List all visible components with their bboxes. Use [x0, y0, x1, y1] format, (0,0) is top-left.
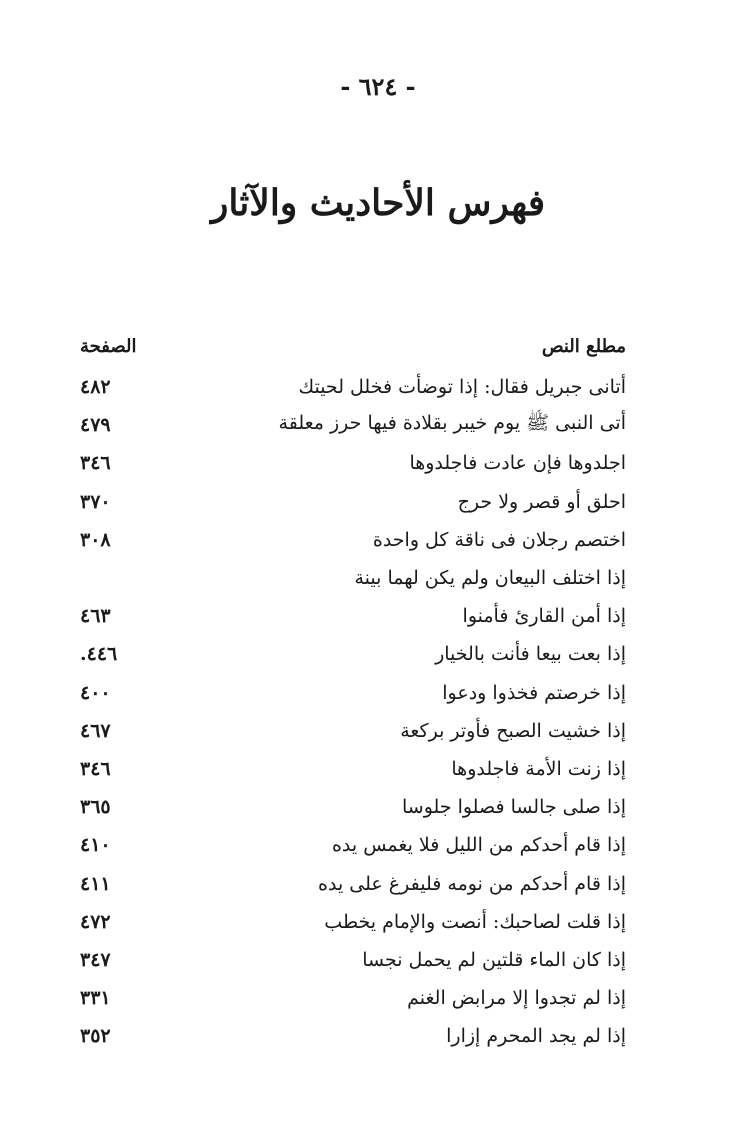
- entry-page: ٣٤٧: [80, 948, 111, 971]
- list-item: [80, 483, 626, 521]
- list-item: [80, 712, 626, 750]
- list-item: [80, 368, 626, 406]
- entry-text: اختصم رجلان فى ناقة كل واحدة: [372, 528, 626, 551]
- entry-page: ٤٧٩: [80, 414, 111, 437]
- entry-page: ٣٤٦: [80, 452, 111, 475]
- list-item: [80, 864, 626, 902]
- entry-text: إذا زنت الأمة فاجلدوها: [451, 757, 626, 780]
- text-column-header: مطلع النص: [541, 335, 626, 357]
- entry-page: ٤١٠: [80, 834, 111, 857]
- entry-page: ٣٣١: [80, 987, 111, 1010]
- entry-page: ٤٨٢: [80, 376, 111, 399]
- list-item: [80, 444, 626, 482]
- entry-text: إذا صلى جالسا فصلوا جلوسا: [401, 796, 626, 819]
- page-title: فهرس الأحاديث والآثار: [210, 182, 546, 224]
- entry-page: ٤٧٢: [80, 910, 111, 933]
- entry-page: ٣٠٨: [80, 528, 111, 551]
- entry-text: اجلدوها فإن عادت فاجلدوها: [409, 452, 626, 475]
- entry-page: ٣٤٦: [80, 757, 111, 780]
- column-header-row: [80, 326, 626, 366]
- entry-text: إذا لم يجد المحرم إزارا: [446, 1025, 626, 1048]
- list-item: [80, 941, 626, 979]
- entry-page: ٤٦٣: [80, 605, 111, 628]
- list-item: [80, 635, 626, 673]
- list-item: [80, 788, 626, 826]
- page-column-header: الصفحة: [80, 335, 137, 357]
- entry-page: ٣٧٠: [80, 490, 111, 513]
- entry-text: إذا اختلف البيعان ولم يكن لهما بينة: [354, 567, 626, 590]
- list-item: [80, 903, 626, 941]
- page-number: - ٦٢٤ -: [340, 72, 416, 101]
- list-item: [80, 750, 626, 788]
- entry-text: إذا قام أحدكم من الليل فلا يغمس يده: [331, 834, 626, 857]
- entry-list: [80, 368, 626, 1055]
- entry-text: إذا لم تجدوا إلا مرابض الغنم: [407, 987, 626, 1010]
- entry-text: أتانى جبريل فقال: إذا توضأت فخلل لحيتك: [298, 376, 626, 399]
- entry-text: إذا كان الماء قلتين لم يحمل نجسا: [362, 948, 626, 971]
- list-item: [80, 674, 626, 712]
- entry-text: إذا قام أحدكم من نومه فليفرغ على يده: [318, 872, 626, 895]
- entry-text: إذا بعت بيعا فأنت بالخيار: [435, 643, 626, 666]
- list-item: [80, 979, 626, 1017]
- entry-text: إذا خشيت الصبح فأوتر بركعة: [400, 719, 626, 742]
- list-item: [80, 559, 626, 597]
- entry-page: ٤٤٦.: [80, 643, 118, 666]
- entry-page: ٤١١: [80, 872, 111, 895]
- list-item: [80, 597, 626, 635]
- list-item: [80, 826, 626, 864]
- list-item: [80, 406, 626, 444]
- entry-text: إذا أمن القارئ فأمنوا: [462, 605, 626, 628]
- entry-page: ٣٦٥: [80, 796, 111, 819]
- list-item: [80, 1017, 626, 1055]
- entry-text: أتى النبى ﷺ يوم خيبر بقلادة فيها حرز معلقة: [278, 412, 626, 435]
- entry-text: احلق أو قصر ولا حرج: [457, 490, 626, 513]
- entry-page: ٣٥٢: [80, 1025, 111, 1048]
- list-item: [80, 521, 626, 559]
- entry-text: إذا قلت لصاحبك: أنصت والإمام يخطب: [324, 910, 626, 933]
- entry-text: إذا خرصتم فخذوا ودعوا: [442, 681, 626, 704]
- entry-page: ٤٦٧: [80, 719, 111, 742]
- entry-page: ٤٠٠: [80, 681, 111, 704]
